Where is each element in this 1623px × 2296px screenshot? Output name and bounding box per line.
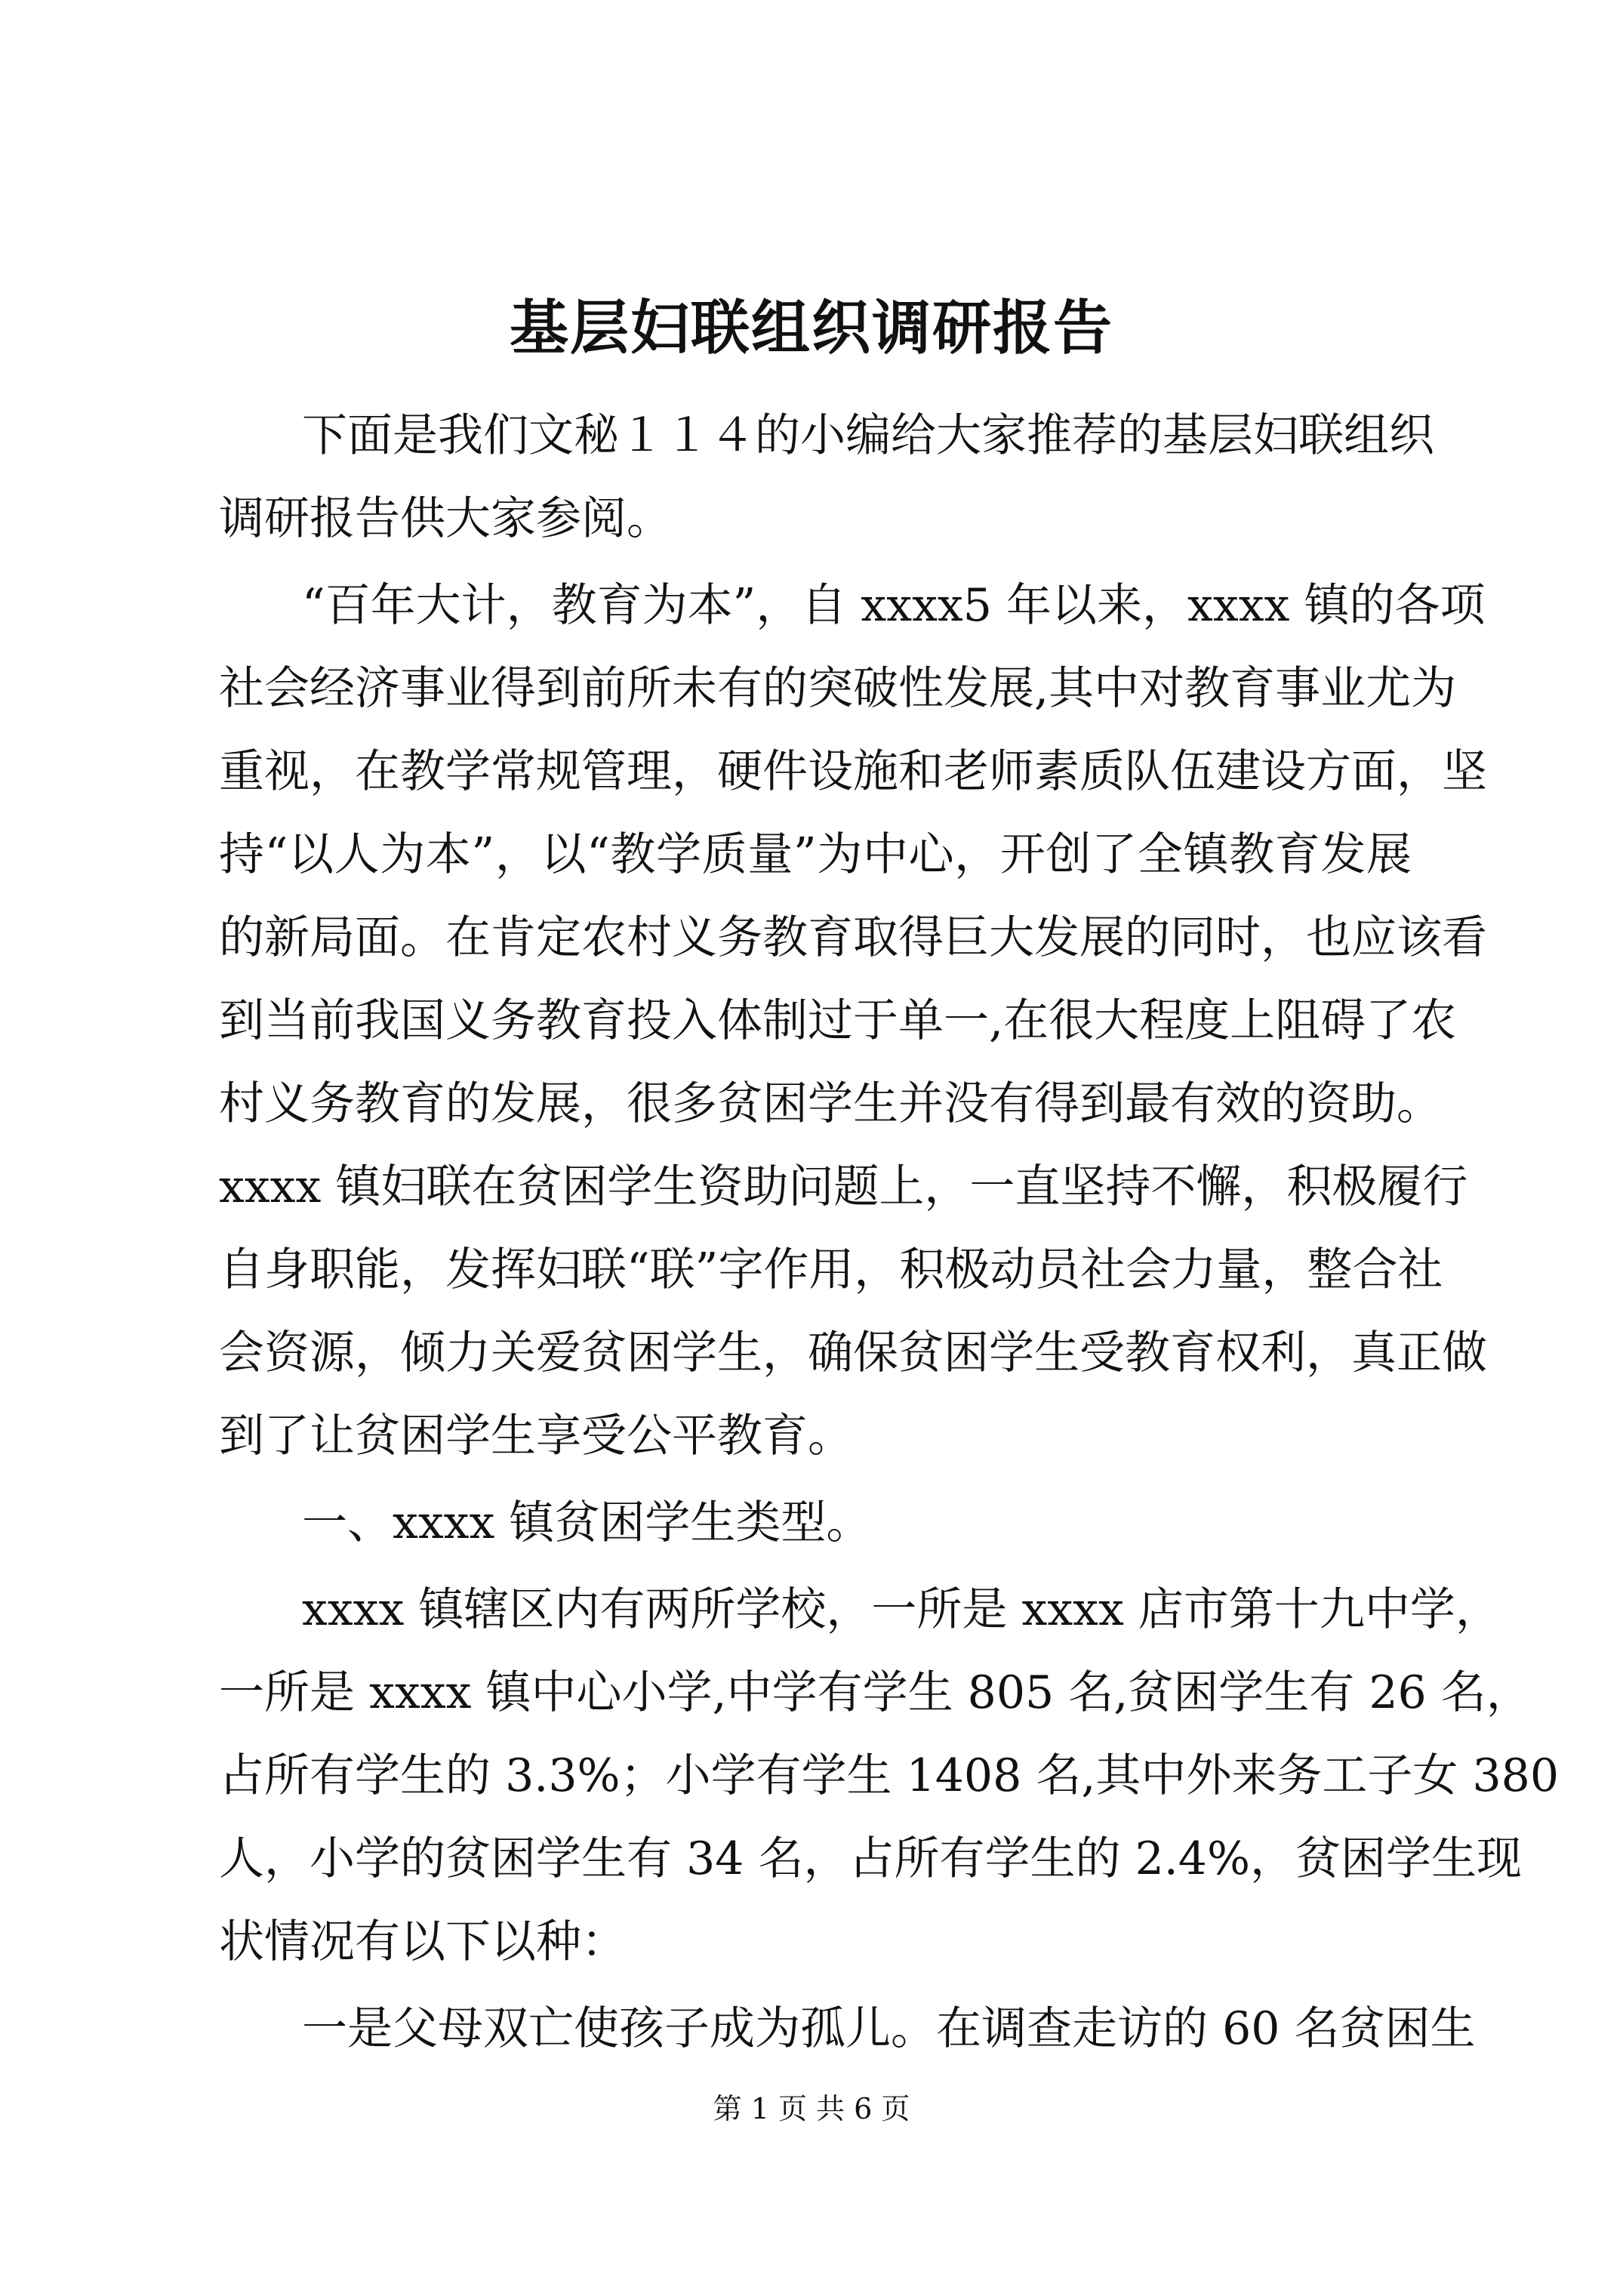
page-footer: 第 1 页 共 6 页 <box>713 2092 910 2125</box>
paragraph-line: 持“以人为本”，以“教学质量”为中心，开创了全镇教育发展 <box>219 828 1412 881</box>
paragraph-line: 状情况有以下以种： <box>219 1915 627 1968</box>
paragraph-line: 占所有学生的 3.3%；小学有学生 1408 名,其中外来务工子女 380 <box>219 1749 1560 1802</box>
paragraph-line: 人，小学的贫困学生有 34 名，占所有学生的 2.4%，贫困学生现 <box>219 1832 1522 1885</box>
paragraph-line: 调研报告供大家参阅。 <box>219 492 672 545</box>
paragraph-line: “百年大计，教育为本”，自 xxxx5 年以来，xxxx 镇的各项 <box>302 579 1486 632</box>
paragraph-line: 一是父母双亡使孩子成为孤儿。在调查走访的 60 名贫困生 <box>302 2002 1476 2055</box>
paragraph-line: 会资源，倾力关爱贫困学生，确保贫困学生受教育权利，真正做 <box>219 1327 1487 1379</box>
section-heading: 一、xxxx 镇贫困学生类型。 <box>302 1496 872 1549</box>
paragraph-line: 村义务教育的发展，很多贫困学生并没有得到最有效的资助。 <box>219 1077 1442 1130</box>
paragraph-line: 重视，在教学常规管理，硬件设施和老师素质队伍建设方面，坚 <box>219 745 1487 798</box>
paragraph-line: 一所是 xxxx 镇中心小学,中学有学生 805 名,贫困学生有 26 名， <box>219 1666 1532 1719</box>
document-title: 基层妇联组织调研报告 <box>509 294 1113 362</box>
paragraph-line: 的新局面。在肯定农村义务教育取得巨大发展的同时，也应该看 <box>219 911 1487 964</box>
paragraph-line: 到了让贫困学生享受公平教育。 <box>219 1410 853 1462</box>
paragraph-line: 到当前我国义务教育投入体制过于单一,在很大程度上阻碍了农 <box>219 994 1457 1047</box>
paragraph-line: 社会经济事业得到前所未有的突破性发展,其中对教育事业尤为 <box>219 662 1457 715</box>
paragraph-line: xxxx 镇辖区内有两所学校，一所是 xxxx 店市第十九中学， <box>302 1583 1501 1636</box>
paragraph-line: 下面是我们文秘１１４的小编给大家推荐的基层妇联组织 <box>302 409 1434 462</box>
paragraph-line: 自身职能，发挥妇联“联”字作用，积极动员社会力量，整合社 <box>219 1244 1443 1296</box>
paragraph-line: xxxx 镇妇联在贫困学生资助问题上，一直坚持不懈，积极履行 <box>219 1160 1468 1213</box>
